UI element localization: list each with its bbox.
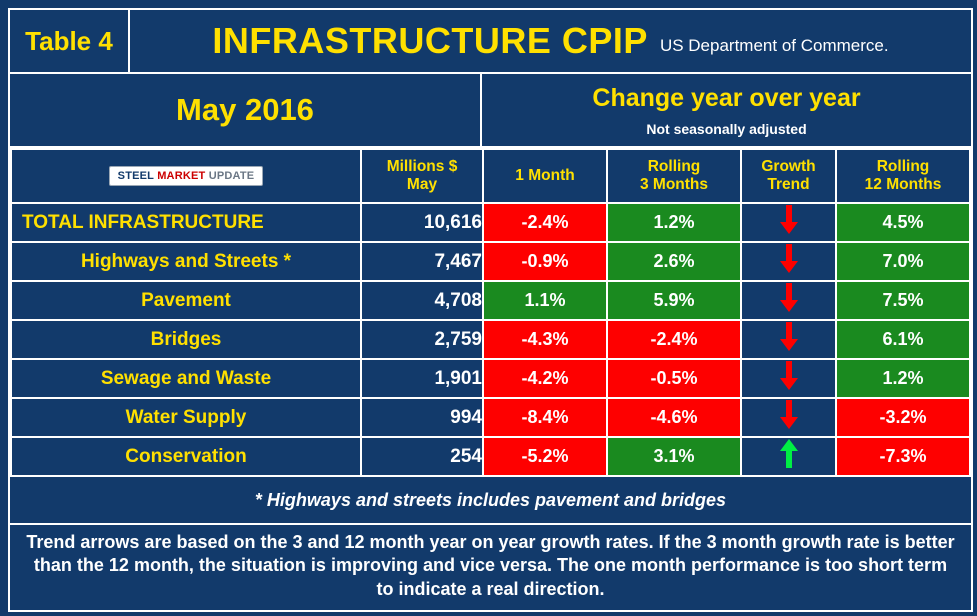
arrow-down-icon [779,244,799,274]
source-label: US Department of Commerce. [659,36,889,55]
row-one-month: -4.2% [483,359,607,398]
table-row [11,281,970,320]
arrow-down-icon [779,283,799,313]
row-one-month: -0.9% [483,242,607,281]
row-rolling-3: -0.5% [607,359,741,398]
row-growth-trend [741,398,836,437]
row-label: Pavement [11,281,361,320]
row-rolling-3: -4.6% [607,398,741,437]
page-title: INFRASTRUCTURE CPIP [212,20,648,61]
row-millions: 7,467 [361,242,483,281]
trend-arrow-down [779,205,799,235]
column-header-one-month-label: 1 Month [515,167,575,185]
arrow-down-icon [779,322,799,352]
logo-part-steel: STEEL [117,169,154,182]
trend-arrow-down [779,283,799,313]
table-row [11,359,970,398]
data-table [10,148,971,477]
arrow-down-icon [779,361,799,391]
footnote-text: * Highways and streets includes pavement and bridges [254,489,727,510]
row-millions: 10,616 [361,203,483,242]
column-header-rolling12-line2: 12 Months [864,176,942,193]
row-growth-trend [741,437,836,476]
table-row [11,320,970,359]
row-growth-trend [741,281,836,320]
change-title: Change year over year [592,83,861,112]
row-rolling-12: 4.5% [836,203,970,242]
column-header-growth-line2: Trend [767,176,810,193]
column-header-one-month [483,149,607,203]
column-header-rolling-12 [836,149,970,203]
row-rolling-12: 6.1% [836,320,970,359]
column-header-rolling3-line2: 3 Months [639,176,709,193]
logo-part-market: MARKET [157,169,206,182]
row-label: Conservation [11,437,361,476]
column-header-millions [361,149,483,203]
row-label: Bridges [11,320,361,359]
table-body [11,203,970,476]
table-frame [8,8,973,612]
change-cell [482,74,971,146]
row-rolling-12: -7.3% [836,437,970,476]
change-subtitle: Not seasonally adjusted [646,120,807,137]
column-header-rolling12-line1: Rolling [876,158,930,176]
column-header-millions-line1: Millions $ [386,158,458,176]
row-millions: 2,759 [361,320,483,359]
trend-arrow-down [779,244,799,274]
steel-market-update-logo [109,166,264,187]
title-main [130,10,971,72]
row-one-month: 1.1% [483,281,607,320]
arrow-down-icon [779,205,799,235]
row-rolling-3: 1.2% [607,203,741,242]
arrow-down-icon [779,400,799,430]
table-row [11,203,970,242]
row-millions: 1,901 [361,359,483,398]
row-rolling-3: -2.4% [607,320,741,359]
brand-logo-cell [11,149,361,203]
table-header-row [11,149,970,203]
month-cell [10,74,482,146]
row-growth-trend [741,359,836,398]
row-rolling-12: 7.5% [836,281,970,320]
title-row [10,10,971,74]
row-one-month: -4.3% [483,320,607,359]
row-rolling-3: 3.1% [607,437,741,476]
row-rolling-3: 2.6% [607,242,741,281]
row-label: TOTAL INFRASTRUCTURE [11,203,361,242]
trend-arrow-up [779,439,799,469]
row-label: Sewage and Waste [11,359,361,398]
table-row [11,242,970,281]
row-millions: 994 [361,398,483,437]
row-growth-trend [741,242,836,281]
row-one-month: -5.2% [483,437,607,476]
subheader-row [10,74,971,148]
row-growth-trend [741,203,836,242]
row-rolling-12: -3.2% [836,398,970,437]
note-row [10,525,971,601]
row-millions: 254 [361,437,483,476]
column-header-rolling3-line1: Rolling [647,158,701,176]
column-header-growth-line1: Growth [761,158,816,176]
trend-arrow-down [779,400,799,430]
table-badge-label: Table 4 [25,25,113,56]
row-millions: 4,708 [361,281,483,320]
row-label: Water Supply [11,398,361,437]
row-rolling-12: 1.2% [836,359,970,398]
row-growth-trend [741,320,836,359]
row-one-month: -8.4% [483,398,607,437]
trend-arrow-down [779,361,799,391]
column-header-growth-trend [741,149,836,203]
table-row [11,398,970,437]
column-header-rolling-3 [607,149,741,203]
column-header-millions-line2: May [406,176,438,193]
row-rolling-12: 7.0% [836,242,970,281]
note-text: Trend arrows are based on the 3 and 12 month year on year growth rates. If the 3 month growth rate is better than the 12 month, the situation is improving and vice versa. The one month performance is too short term to indicate a real direction. [26,532,955,599]
table-row [11,437,970,476]
logo-part-update: UPDATE [208,169,255,182]
month-label: May 2016 [176,92,314,127]
row-rolling-3: 5.9% [607,281,741,320]
table-badge [10,10,130,72]
trend-arrow-down [779,322,799,352]
row-one-month: -2.4% [483,203,607,242]
footnote-row [10,477,971,525]
arrow-up-icon [779,439,799,469]
row-label: Highways and Streets * [11,242,361,281]
